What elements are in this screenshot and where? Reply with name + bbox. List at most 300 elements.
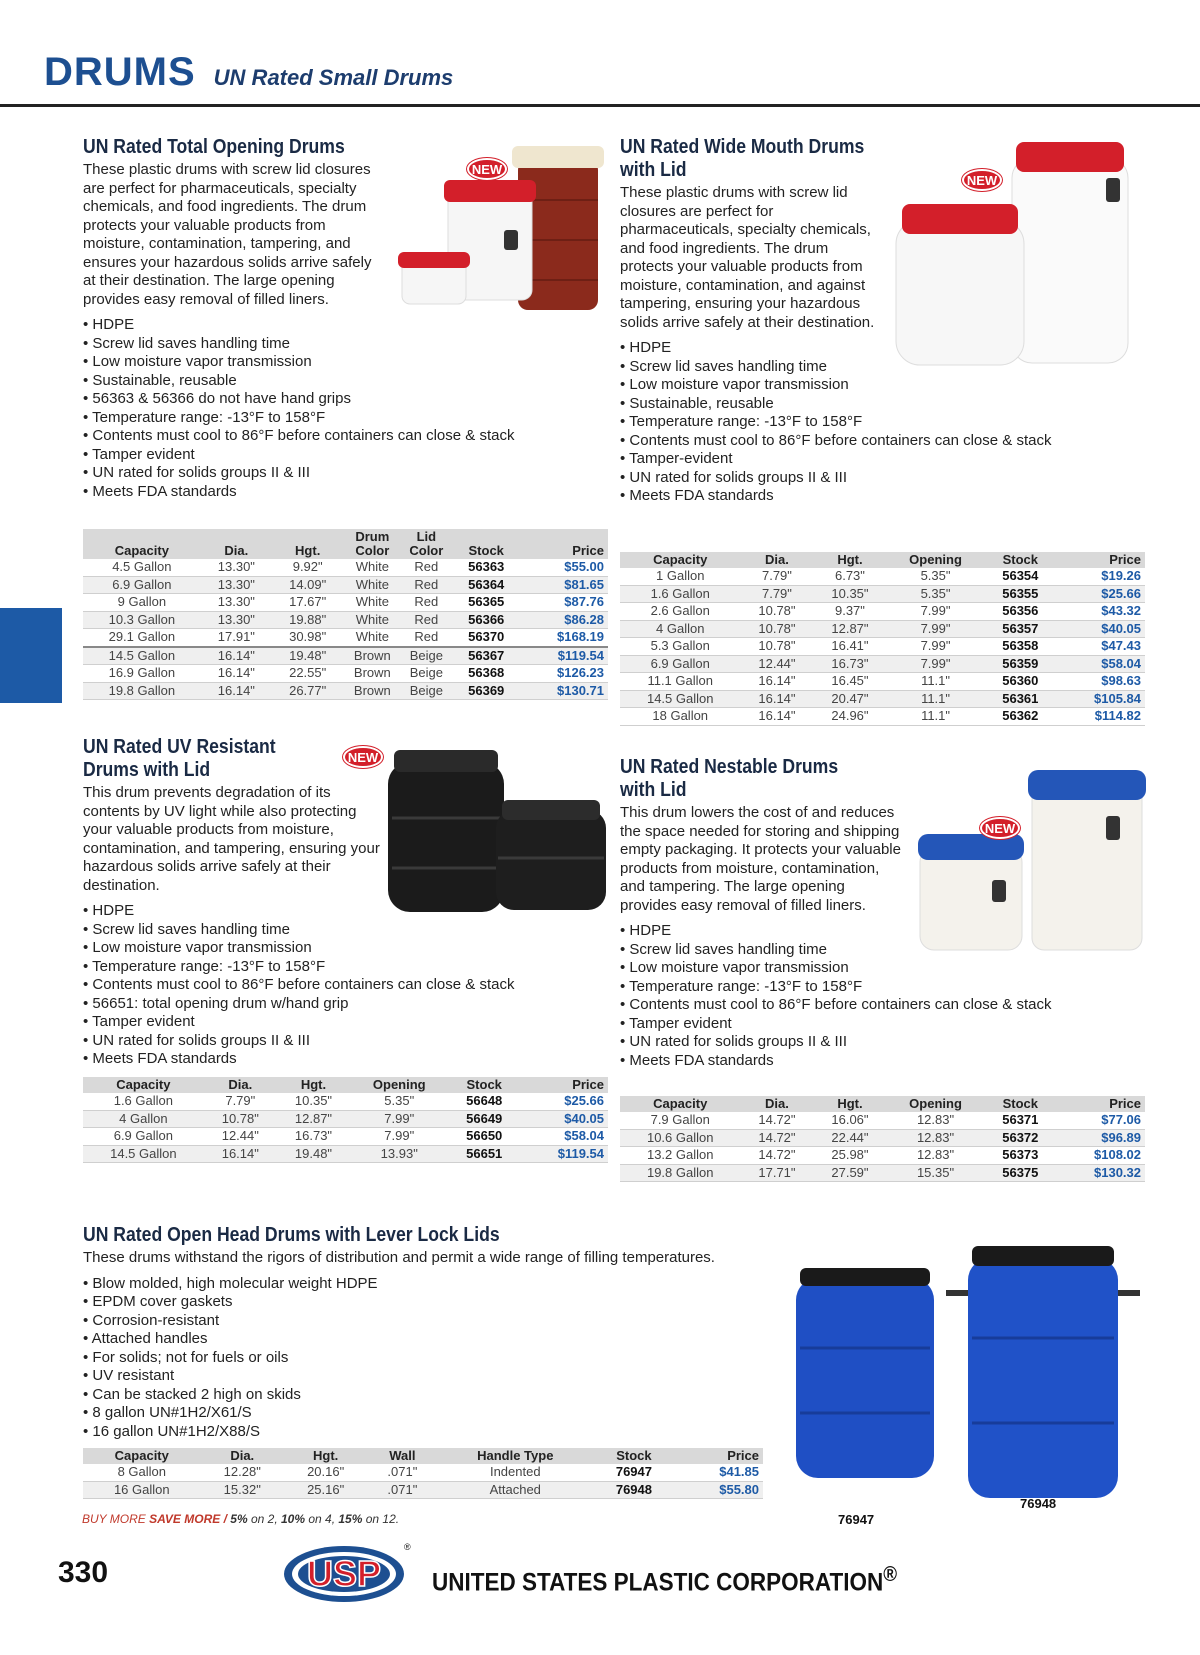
stock-number: 56358 bbox=[985, 638, 1056, 656]
buy-more-text: BUY MORE bbox=[82, 1512, 146, 1526]
bullet-item: • Meets FDA standards bbox=[620, 487, 1160, 506]
usp-logo-text: USP bbox=[306, 1553, 382, 1594]
table-cell: 14.5 Gallon bbox=[620, 690, 740, 708]
bullet-item: • Meets FDA standards bbox=[83, 483, 563, 502]
discount-1: 5% bbox=[230, 1512, 248, 1526]
stock-number: 56361 bbox=[985, 690, 1056, 708]
col-wall: Wall bbox=[367, 1448, 437, 1464]
save-slash: / bbox=[220, 1512, 231, 1526]
col-hgt: Hgt. bbox=[272, 529, 343, 559]
bullet-item: • Tamper evident bbox=[83, 1013, 563, 1032]
table-cell: 7.99" bbox=[350, 1128, 448, 1146]
open-head-drums-image bbox=[786, 1238, 1146, 1518]
col-price: Price bbox=[1056, 552, 1145, 568]
bullet-item: • Tamper-evident bbox=[620, 450, 1160, 469]
bullet-item: • 56651: total opening drum w/hand grip bbox=[83, 995, 563, 1014]
table-cell: 5.35" bbox=[886, 568, 984, 585]
bullet-item: • Corrosion-resistant bbox=[83, 1312, 803, 1331]
part-label-small: 76947 bbox=[838, 1512, 875, 1527]
table-cell: 16 Gallon bbox=[83, 1481, 201, 1499]
bullet-item: • Low moisture vapor transmission bbox=[83, 939, 563, 958]
wide-mouth-title-line2: with Lid bbox=[620, 159, 687, 181]
table-cell: Red bbox=[401, 594, 451, 612]
table-cell: 16.06" bbox=[813, 1112, 886, 1129]
price: $168.19 bbox=[521, 629, 608, 647]
table-cell: 7.79" bbox=[740, 585, 813, 603]
table-cell: 19.88" bbox=[272, 611, 343, 629]
table-cell: 16.14" bbox=[201, 682, 272, 700]
col-dia: Dia. bbox=[740, 552, 813, 568]
bullet-item: • UV resistant bbox=[83, 1367, 803, 1386]
col-price: Price bbox=[1056, 1096, 1145, 1112]
table-cell: 10.78" bbox=[740, 603, 813, 621]
col-capacity: Capacity bbox=[620, 552, 740, 568]
price: $43.32 bbox=[1056, 603, 1145, 621]
table-cell: 16.45" bbox=[813, 673, 886, 691]
bullet-item: • Screw lid saves handling time bbox=[83, 921, 563, 940]
bullet-item: • Contents must cool to 86°F before containers can close & stack bbox=[620, 432, 1160, 451]
bullet-item: • Screw lid saves handling time bbox=[620, 358, 1160, 377]
logo-reg-mark: ® bbox=[404, 1542, 411, 1552]
col-stock: Stock bbox=[448, 1077, 520, 1093]
uv-bullets bbox=[83, 902, 563, 1069]
stock-number: 56360 bbox=[985, 673, 1056, 691]
table-cell: 12.87" bbox=[813, 620, 886, 638]
table-row bbox=[83, 1093, 608, 1110]
wide-mouth-title-line1: UN Rated Wide Mouth Drums bbox=[620, 136, 865, 158]
table-cell: 17.91" bbox=[201, 629, 272, 647]
bullet-item: • Contents must cool to 86°F before containers can close & stack bbox=[83, 976, 563, 995]
table-row bbox=[620, 1112, 1145, 1129]
stock-number: 56363 bbox=[451, 559, 521, 576]
table-cell: 16.41" bbox=[813, 638, 886, 656]
table-row bbox=[83, 629, 608, 647]
table-cell: 16.9 Gallon bbox=[83, 665, 201, 683]
price: $130.71 bbox=[521, 682, 608, 700]
table-row bbox=[83, 1464, 763, 1481]
stock-number: 56648 bbox=[448, 1093, 520, 1110]
table-cell: 16.14" bbox=[201, 665, 272, 683]
table-cell: 12.83" bbox=[886, 1112, 984, 1129]
bullet-item: • EPDM cover gaskets bbox=[83, 1293, 803, 1312]
table-cell: 12.87" bbox=[277, 1110, 350, 1128]
col-capacity: Capacity bbox=[83, 1077, 204, 1093]
table-row bbox=[620, 655, 1145, 673]
total-opening-bullets bbox=[83, 316, 563, 501]
table-cell: 14.72" bbox=[740, 1129, 813, 1147]
table-cell: 11.1" bbox=[886, 690, 984, 708]
col-capacity: Capacity bbox=[83, 1448, 201, 1464]
bullet-item: • HDPE bbox=[83, 902, 563, 921]
price: $105.84 bbox=[1056, 690, 1145, 708]
stock-number: 76947 bbox=[593, 1464, 675, 1481]
stock-number: 56650 bbox=[448, 1128, 520, 1146]
open-head-table bbox=[83, 1448, 763, 1499]
table-cell: 10.35" bbox=[277, 1093, 350, 1110]
stock-number: 56355 bbox=[985, 585, 1056, 603]
uv-title-line1: UN Rated UV Resistant bbox=[83, 736, 276, 758]
table-row bbox=[620, 673, 1145, 691]
table-cell: 13.30" bbox=[201, 576, 272, 594]
table-cell: 22.44" bbox=[813, 1129, 886, 1147]
discount-3-text: on 12. bbox=[362, 1512, 400, 1526]
table-row bbox=[620, 568, 1145, 585]
nestable-title-line2: with Lid bbox=[620, 779, 687, 801]
side-tab bbox=[0, 608, 62, 703]
nestable-title-line1: UN Rated Nestable Drums bbox=[620, 756, 839, 778]
col-opening: Opening bbox=[886, 552, 984, 568]
bullet-item: • Temperature range: -13°F to 158°F bbox=[620, 978, 1160, 997]
total-opening-description: These plastic drums with screw lid closures are perfect for pharmaceuticals, specialty chemicals, and food ingredients. The drum protects your valuable products from moisture, contamination, tampering, and ensures your hazardous solids arrive safely at their destination. The large opening provides easy removal of filled liners. bbox=[83, 161, 372, 308]
table-cell: 9.92" bbox=[272, 559, 343, 576]
table-cell: 7.99" bbox=[886, 655, 984, 673]
table-cell: Brown bbox=[343, 647, 401, 665]
new-badge: NEW bbox=[962, 169, 1002, 191]
table-row bbox=[83, 559, 608, 576]
header-rule bbox=[0, 104, 1200, 107]
stock-number: 56364 bbox=[451, 576, 521, 594]
part-label-large: 76948 bbox=[1020, 1496, 1057, 1511]
col-capacity: Capacity bbox=[620, 1096, 740, 1112]
nestable-table bbox=[620, 1096, 1145, 1182]
table-cell: Brown bbox=[343, 665, 401, 683]
table-cell: 7.99" bbox=[886, 603, 984, 621]
bullet-item: • Contents must cool to 86°F before containers can close & stack bbox=[83, 427, 563, 446]
table-cell: 14.72" bbox=[740, 1112, 813, 1129]
bullet-item: • 16 gallon UN#1H2/X88/S bbox=[83, 1423, 803, 1442]
table-row bbox=[620, 620, 1145, 638]
table-row bbox=[620, 690, 1145, 708]
wide-mouth-drums-image bbox=[890, 138, 1150, 373]
page-number: 330 bbox=[58, 1556, 109, 1589]
discount-1-text: on 2, bbox=[247, 1512, 281, 1526]
table-cell: Red bbox=[401, 576, 451, 594]
stock-number: 56354 bbox=[985, 568, 1056, 585]
table-cell: 6.9 Gallon bbox=[83, 1128, 204, 1146]
table-row bbox=[620, 1164, 1145, 1182]
bullet-item: • HDPE bbox=[620, 922, 1160, 941]
table-cell: 12.44" bbox=[204, 1128, 277, 1146]
table-cell: 1.6 Gallon bbox=[620, 585, 740, 603]
save-more-text: SAVE MORE bbox=[149, 1512, 221, 1526]
table-cell: 14.09" bbox=[272, 576, 343, 594]
open-head-section bbox=[83, 1224, 803, 1441]
price: $77.06 bbox=[1056, 1112, 1145, 1129]
col-stock: Stock bbox=[593, 1448, 675, 1464]
table-cell: 16.73" bbox=[813, 655, 886, 673]
price: $47.43 bbox=[1056, 638, 1145, 656]
table-cell: 18 Gallon bbox=[620, 708, 740, 726]
stock-number: 56375 bbox=[985, 1164, 1056, 1182]
price: $58.04 bbox=[520, 1128, 608, 1146]
table-cell: 4.5 Gallon bbox=[83, 559, 201, 576]
table-cell: Beige bbox=[401, 682, 451, 700]
table-cell: White bbox=[343, 576, 401, 594]
table-cell: 17.71" bbox=[740, 1164, 813, 1182]
new-badge: NEW bbox=[980, 817, 1020, 839]
stock-number: 56370 bbox=[451, 629, 521, 647]
table-cell: Red bbox=[401, 559, 451, 576]
bullet-item: • UN rated for solids groups II & III bbox=[83, 1032, 563, 1051]
table-cell: White bbox=[343, 559, 401, 576]
col-price: Price bbox=[520, 1077, 608, 1093]
table-cell: Beige bbox=[401, 647, 451, 665]
stock-number: 56372 bbox=[985, 1129, 1056, 1147]
bullet-item: • For solids; not for fuels or oils bbox=[83, 1349, 803, 1368]
table-cell: 13.30" bbox=[201, 559, 272, 576]
price: $130.32 bbox=[1056, 1164, 1145, 1182]
col-dia: Dia. bbox=[201, 1448, 284, 1464]
wide-mouth-table bbox=[620, 552, 1145, 726]
stock-number: 56373 bbox=[985, 1147, 1056, 1165]
col-opening: Opening bbox=[886, 1096, 984, 1112]
usp-logo bbox=[282, 1540, 412, 1606]
table-cell: 7.99" bbox=[350, 1110, 448, 1128]
table-cell: 6.73" bbox=[813, 568, 886, 585]
table-cell: 14.5 Gallon bbox=[83, 647, 201, 665]
stock-number: 56365 bbox=[451, 594, 521, 612]
total-opening-drums-image bbox=[396, 140, 626, 320]
table-cell: 9 Gallon bbox=[83, 594, 201, 612]
uv-table bbox=[83, 1077, 608, 1163]
table-row bbox=[83, 1110, 608, 1128]
table-cell: 13.93" bbox=[350, 1145, 448, 1163]
bullet-item: • 56363 & 56366 do not have hand grips bbox=[83, 390, 563, 409]
col-dia: Dia. bbox=[204, 1077, 277, 1093]
table-row bbox=[620, 585, 1145, 603]
price: $25.66 bbox=[1056, 585, 1145, 603]
header-subtitle: UN Rated Small Drums bbox=[213, 65, 454, 90]
stock-number: 56366 bbox=[451, 611, 521, 629]
bullet-item: • Meets FDA standards bbox=[83, 1050, 563, 1069]
open-head-description: These drums withstand the rigors of distribution and permit a wide range of filling temperatures. bbox=[83, 1249, 715, 1266]
table-cell: 16.14" bbox=[740, 708, 813, 726]
table-row bbox=[620, 1147, 1145, 1165]
table-cell: 12.44" bbox=[740, 655, 813, 673]
company-reg-mark: ® bbox=[883, 1563, 898, 1586]
bullet-item: • UN rated for solids groups II & III bbox=[83, 464, 563, 483]
discount-3: 15% bbox=[338, 1512, 363, 1526]
table-cell: 26.77" bbox=[272, 682, 343, 700]
table-row bbox=[620, 603, 1145, 621]
table-row bbox=[620, 1129, 1145, 1147]
table-cell: 7.99" bbox=[886, 620, 984, 638]
table-row bbox=[83, 1145, 608, 1163]
col-stock: Stock bbox=[985, 552, 1056, 568]
table-cell: .071" bbox=[367, 1481, 437, 1499]
price: $96.89 bbox=[1056, 1129, 1145, 1147]
table-cell: 13.2 Gallon bbox=[620, 1147, 740, 1165]
table-cell: 25.16" bbox=[284, 1481, 367, 1499]
table-cell: 6.9 Gallon bbox=[83, 576, 201, 594]
price: $98.63 bbox=[1056, 673, 1145, 691]
table-row bbox=[83, 1481, 763, 1499]
table-cell: 16.73" bbox=[277, 1128, 350, 1146]
table-cell: 10.78" bbox=[740, 638, 813, 656]
table-cell: 11.1" bbox=[886, 708, 984, 726]
table-cell: 5.35" bbox=[350, 1093, 448, 1110]
uv-title-line2: Drums with Lid bbox=[83, 759, 211, 781]
col-dia: Dia. bbox=[201, 529, 272, 559]
table-cell: 16.14" bbox=[740, 673, 813, 691]
wide-mouth-description: These plastic drums with screw lid closures are perfect for pharmaceuticals, specialty chemicals, and food ingredients. The drum protects your valuable products from moisture, contamination, and against tampering, ensuring your hazardous solids arrive safely at their destination. bbox=[620, 184, 875, 331]
col-drum-color: Drum Color bbox=[343, 529, 401, 559]
table-cell: 12.83" bbox=[886, 1129, 984, 1147]
table-cell: 19.8 Gallon bbox=[83, 682, 201, 700]
table-cell: 4 Gallon bbox=[83, 1110, 204, 1128]
table-cell: 1 Gallon bbox=[620, 568, 740, 585]
stock-number: 56368 bbox=[451, 665, 521, 683]
stock-number: 56356 bbox=[985, 603, 1056, 621]
table-cell: 13.30" bbox=[201, 611, 272, 629]
table-cell: 10.78" bbox=[204, 1110, 277, 1128]
price: $40.05 bbox=[520, 1110, 608, 1128]
bullet-item: • HDPE bbox=[620, 339, 1160, 358]
new-badge: NEW bbox=[343, 746, 383, 768]
table-cell: 24.96" bbox=[813, 708, 886, 726]
bullet-item: • Blow molded, high molecular weight HDPE bbox=[83, 1275, 803, 1294]
open-head-title: UN Rated Open Head Drums with Lever Lock Lids bbox=[83, 1224, 500, 1246]
bullet-item: • Contents must cool to 86°F before containers can close & stack bbox=[620, 996, 1160, 1015]
discount-2-text: on 4, bbox=[305, 1512, 339, 1526]
col-price: Price bbox=[521, 529, 608, 559]
nestable-drums-image bbox=[916, 768, 1148, 953]
bullet-item: • Low moisture vapor transmission bbox=[620, 376, 1160, 395]
table-cell: Beige bbox=[401, 665, 451, 683]
total-opening-table bbox=[83, 529, 608, 700]
table-cell: 16.14" bbox=[204, 1145, 277, 1163]
bullet-item: • Sustainable, reusable bbox=[620, 395, 1160, 414]
table-cell: 19.48" bbox=[277, 1145, 350, 1163]
table-cell: 16.14" bbox=[740, 690, 813, 708]
table-cell: 2.6 Gallon bbox=[620, 603, 740, 621]
col-capacity: Capacity bbox=[83, 529, 201, 559]
table-cell: 20.47" bbox=[813, 690, 886, 708]
table-cell: 19.8 Gallon bbox=[620, 1164, 740, 1182]
buy-more-save-more bbox=[82, 1512, 399, 1526]
bullet-item: • 8 gallon UN#1H2/X61/S bbox=[83, 1404, 803, 1423]
price: $87.76 bbox=[521, 594, 608, 612]
table-cell: 5.35" bbox=[886, 585, 984, 603]
col-hgt: Hgt. bbox=[277, 1077, 350, 1093]
company-name bbox=[432, 1563, 897, 1597]
col-price: Price bbox=[675, 1448, 763, 1464]
price: $119.54 bbox=[520, 1145, 608, 1163]
table-cell: 14.72" bbox=[740, 1147, 813, 1165]
stock-number: 56371 bbox=[985, 1112, 1056, 1129]
table-cell: 7.79" bbox=[204, 1093, 277, 1110]
bullet-item: • UN rated for solids groups II & III bbox=[620, 469, 1160, 488]
bullet-item: • UN rated for solids groups II & III bbox=[620, 1033, 1160, 1052]
table-cell: 12.83" bbox=[886, 1147, 984, 1165]
stock-number: 56649 bbox=[448, 1110, 520, 1128]
new-badge: NEW bbox=[467, 158, 507, 180]
price: $58.04 bbox=[1056, 655, 1145, 673]
company-name-text: UNITED STATES PLASTIC CORPORATION bbox=[432, 1568, 884, 1597]
table-cell: Red bbox=[401, 629, 451, 647]
uv-drums-image bbox=[384, 748, 614, 918]
table-cell: 7.99" bbox=[886, 638, 984, 656]
col-stock: Stock bbox=[451, 529, 521, 559]
table-cell: 20.16" bbox=[284, 1464, 367, 1481]
col-lid-color: Lid Color bbox=[401, 529, 451, 559]
col-hgt: Hgt. bbox=[813, 1096, 886, 1112]
stock-number: 56367 bbox=[451, 647, 521, 665]
table-cell: White bbox=[343, 629, 401, 647]
table-cell: .071" bbox=[367, 1464, 437, 1481]
table-cell: 11.1 Gallon bbox=[620, 673, 740, 691]
bullet-item: • Screw lid saves handling time bbox=[83, 335, 563, 354]
table-row bbox=[83, 665, 608, 683]
price: $119.54 bbox=[521, 647, 608, 665]
price: $19.26 bbox=[1056, 568, 1145, 585]
table-cell: 10.35" bbox=[813, 585, 886, 603]
col-hgt: Hgt. bbox=[284, 1448, 367, 1464]
stock-number: 56357 bbox=[985, 620, 1056, 638]
table-cell: 8 Gallon bbox=[83, 1464, 201, 1481]
table-cell: White bbox=[343, 594, 401, 612]
open-head-bullets bbox=[83, 1275, 803, 1442]
table-cell: 17.67" bbox=[272, 594, 343, 612]
price: $86.28 bbox=[521, 611, 608, 629]
bullet-item: • Meets FDA standards bbox=[620, 1052, 1160, 1071]
table-cell: White bbox=[343, 611, 401, 629]
stock-number: 56369 bbox=[451, 682, 521, 700]
price: $108.02 bbox=[1056, 1147, 1145, 1165]
stock-number: 76948 bbox=[593, 1481, 675, 1499]
table-row bbox=[83, 1128, 608, 1146]
table-cell: 7.9 Gallon bbox=[620, 1112, 740, 1129]
stock-number: 56651 bbox=[448, 1145, 520, 1163]
nestable-description: This drum lowers the cost of and reduces the space needed for storing and shipping empty packaging. It protects your valuable products from moisture, contamination, and tampering. The large opening provides easy removal of filled liners. bbox=[620, 804, 901, 914]
bullet-item: • Tamper evident bbox=[83, 446, 563, 465]
bullet-item: • HDPE bbox=[83, 316, 563, 335]
table-cell: Attached bbox=[437, 1481, 593, 1499]
table-cell: 9.37" bbox=[813, 603, 886, 621]
table-cell: 7.79" bbox=[740, 568, 813, 585]
bullet-item: • Temperature range: -13°F to 158°F bbox=[83, 958, 563, 977]
table-cell: 11.1" bbox=[886, 673, 984, 691]
total-opening-title: UN Rated Total Opening Drums bbox=[83, 136, 345, 158]
table-row bbox=[83, 682, 608, 700]
table-cell: 1.6 Gallon bbox=[83, 1093, 204, 1110]
table-cell: 10.78" bbox=[740, 620, 813, 638]
bullet-item: • Sustainable, reusable bbox=[83, 372, 563, 391]
price: $55.80 bbox=[675, 1481, 763, 1499]
price: $25.66 bbox=[520, 1093, 608, 1110]
price: $40.05 bbox=[1056, 620, 1145, 638]
col-stock: Stock bbox=[985, 1096, 1056, 1112]
table-row bbox=[83, 611, 608, 629]
table-cell: 14.5 Gallon bbox=[83, 1145, 204, 1163]
table-row bbox=[83, 594, 608, 612]
table-cell: 29.1 Gallon bbox=[83, 629, 201, 647]
table-row bbox=[83, 647, 608, 665]
table-row bbox=[83, 576, 608, 594]
col-dia: Dia. bbox=[740, 1096, 813, 1112]
page-header bbox=[44, 50, 453, 95]
table-cell: 22.55" bbox=[272, 665, 343, 683]
discount-2: 10% bbox=[280, 1512, 306, 1526]
table-cell: 10.3 Gallon bbox=[83, 611, 201, 629]
header-title: DRUMS bbox=[44, 50, 196, 94]
bullet-item: • Screw lid saves handling time bbox=[620, 941, 1160, 960]
table-cell: 6.9 Gallon bbox=[620, 655, 740, 673]
stock-number: 56359 bbox=[985, 655, 1056, 673]
stock-number: 56362 bbox=[985, 708, 1056, 726]
table-cell: 19.48" bbox=[272, 647, 343, 665]
bullet-item: • Can be stacked 2 high on skids bbox=[83, 1386, 803, 1405]
